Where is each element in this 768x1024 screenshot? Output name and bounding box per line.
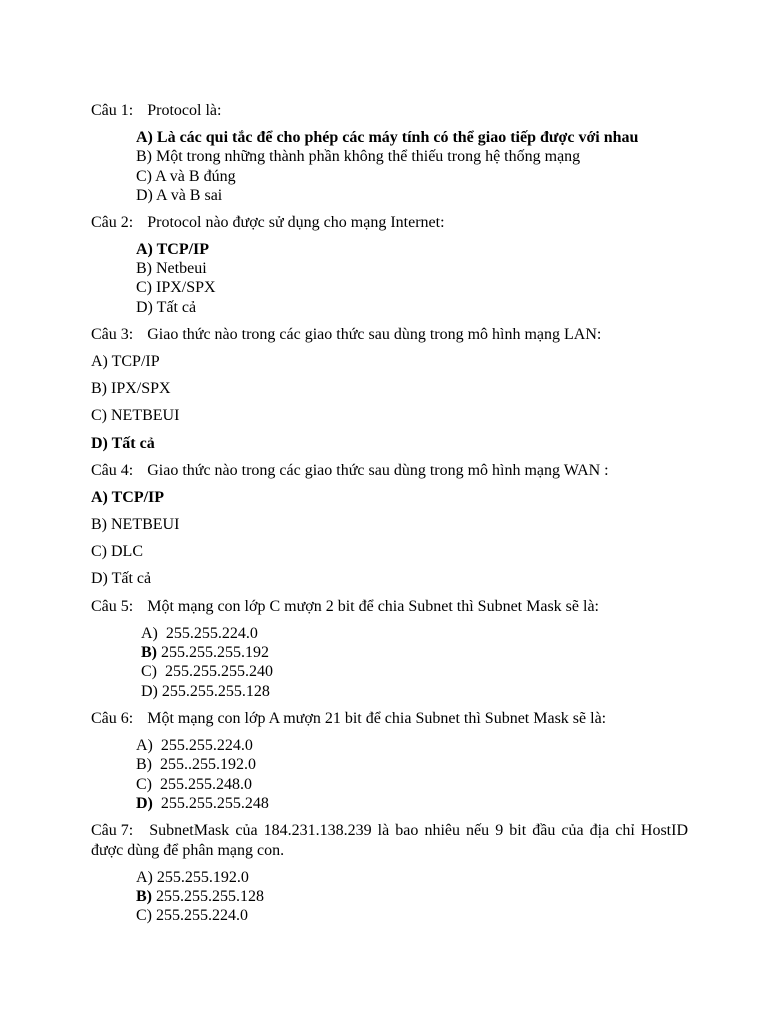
option-b: B) NETBEUI xyxy=(91,516,180,533)
option-c: C) A và B đúng xyxy=(136,168,236,185)
option-a: A) TCP/IP xyxy=(91,353,160,370)
option-b: B) Netbeui xyxy=(136,260,207,277)
option-b: B) 255.255.255.128 xyxy=(136,888,264,905)
option-a: A) TCP/IP xyxy=(91,489,165,506)
option-c: C) NETBEUI xyxy=(91,407,180,424)
question-label: Câu 2: xyxy=(91,214,134,231)
question-label: Câu 3: xyxy=(91,326,134,343)
option-d: D) Tất cả xyxy=(136,299,197,316)
option-c: C) DLC xyxy=(91,543,143,560)
question-3 xyxy=(91,325,688,345)
question-label: Câu 5: xyxy=(91,598,134,615)
option-b: B) Một trong những thành phần không thể thiếu trong hệ thống mạng xyxy=(136,148,581,165)
option-d: D) A và B sai xyxy=(136,187,223,204)
question-text: Giao thức nào trong các giao thức sau dùng trong mô hình mạng WAN : xyxy=(147,462,609,479)
option-b: B) 255..255.192.0 xyxy=(136,756,256,773)
question-text: Một mạng con lớp A mượn 21 bit để chia Subnet thì Subnet Mask sẽ là: xyxy=(147,710,607,727)
option-a: A) TCP/IP xyxy=(136,241,210,258)
question-5 xyxy=(91,597,688,617)
question-label: Câu 1: xyxy=(91,102,134,119)
option-a: A) 255.255.224.0 xyxy=(136,737,253,754)
option-c: C) 255.255.248.0 xyxy=(136,776,252,793)
option-d: D) Tất cả xyxy=(91,570,152,587)
option-a: A) 255.255.192.0 xyxy=(136,869,249,886)
question-1 xyxy=(91,101,688,121)
question-4 xyxy=(91,461,688,481)
question-text: Protocol nào được sử dụng cho mạng Internet: xyxy=(147,214,445,231)
option-d: D) Tất cả xyxy=(91,435,155,452)
question-2 xyxy=(91,213,688,233)
option-d: D) 255.255.255.248 xyxy=(136,795,269,812)
question-text: Một mạng con lớp C mượn 2 bit để chia Subnet thì Subnet Mask sẽ là: xyxy=(147,598,599,615)
question-label: Câu 4: xyxy=(91,462,134,479)
option-c: C) 255.255.224.0 xyxy=(136,907,248,924)
question-text: SubnetMask của 184.231.138.239 là bao nhiêu nếu 9 bit đầu của địa chỉ HostID được dùng để phân mạng con. xyxy=(91,822,688,859)
question-text: Protocol là: xyxy=(147,102,222,119)
question-label: Câu 6: xyxy=(91,710,134,727)
option-c: C) 255.255.255.240 xyxy=(141,663,273,680)
option-c: C) IPX/SPX xyxy=(136,279,216,296)
option-a: A) 255.255.224.0 xyxy=(141,625,258,642)
question-text: Giao thức nào trong các giao thức sau dùng trong mô hình mạng LAN: xyxy=(147,326,602,343)
option-b: B) 255.255.255.192 xyxy=(141,644,269,661)
option-b: B) IPX/SPX xyxy=(91,380,171,397)
question-7 xyxy=(91,821,688,860)
option-a: A) Là các qui tắc để cho phép các máy tính có thể giao tiếp được với nhau xyxy=(136,129,639,146)
question-6 xyxy=(91,709,688,729)
question-label: Câu 7: xyxy=(91,822,134,839)
option-d: D) 255.255.255.128 xyxy=(141,683,270,700)
